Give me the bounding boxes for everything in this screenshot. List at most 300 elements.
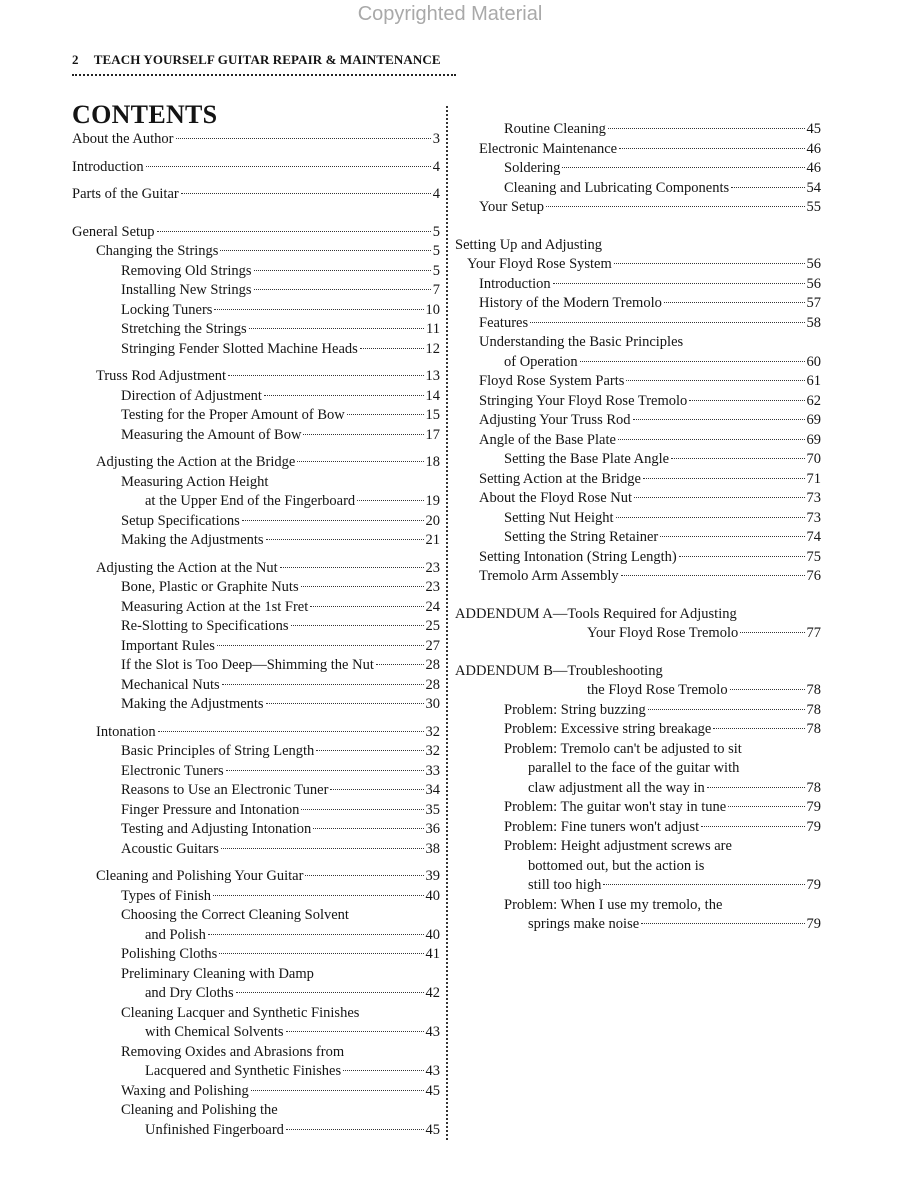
- toc-title: Unfinished Fingerboard: [145, 1121, 284, 1138]
- dot-leader: [546, 206, 804, 207]
- toc-title: Cleaning and Polishing the: [121, 1102, 278, 1118]
- dot-leader: [614, 263, 805, 264]
- toc-entry[interactable]: [72, 820, 440, 840]
- dot-leader: [249, 328, 424, 329]
- toc-page: 79: [806, 818, 821, 835]
- toc-entry[interactable]: [455, 392, 821, 412]
- toc-title: with Chemical Solvents: [145, 1024, 284, 1040]
- dot-leader: [730, 689, 805, 690]
- dot-leader: [303, 434, 423, 435]
- toc-title: Mechanical Nuts: [121, 676, 220, 693]
- dot-leader: [641, 923, 804, 924]
- toc-title: Electronic Maintenance: [479, 140, 618, 157]
- toc-entry[interactable]: [72, 656, 440, 676]
- dot-leader: [608, 128, 805, 129]
- toc-title: Problem: Tremolo can't be adjusted to sit: [504, 740, 742, 757]
- toc-entry[interactable]: [455, 294, 821, 314]
- toc-title: parallel to the face of the guitar with: [528, 760, 740, 776]
- dot-leader: [236, 992, 424, 993]
- toc-entry[interactable]: [455, 489, 821, 509]
- toc-entry[interactable]: [455, 915, 821, 935]
- dot-leader: [634, 497, 804, 498]
- toc-entry-line: [455, 837, 821, 857]
- toc-title: Problem: Excessive string breakage: [504, 721, 712, 737]
- toc-title: Finger Pressure and Intonation: [121, 801, 300, 818]
- toc-page: 69: [806, 412, 821, 428]
- toc-title: of Operation: [504, 353, 578, 370]
- dot-leader: [660, 536, 804, 537]
- toc-page: 25: [425, 618, 440, 634]
- toc-entry[interactable]: [72, 367, 440, 387]
- dot-leader: [146, 166, 431, 167]
- toc-entry[interactable]: [72, 387, 440, 407]
- toc-title: Types of Finish: [121, 887, 212, 904]
- toc-title: Problem: When I use my tremolo, the: [504, 896, 723, 913]
- toc-title: Removing Oxides and Abrasions from: [121, 1043, 345, 1060]
- toc-title: About the Floyd Rose Nut: [479, 490, 633, 506]
- toc-entry-line: [72, 1101, 440, 1121]
- dot-leader: [664, 302, 805, 303]
- toc-title: Choosing the Correct Cleaning Solvent: [121, 907, 349, 923]
- toc-title: the Floyd Rose Tremolo: [587, 682, 728, 698]
- toc-page: 5: [432, 243, 440, 259]
- toc-entry[interactable]: [72, 512, 440, 532]
- toc-title: Making the Adjustments: [121, 532, 264, 548]
- toc-page: 78: [806, 721, 821, 737]
- toc-entry-line: [72, 906, 440, 926]
- dot-leader: [264, 395, 424, 396]
- dot-leader: [343, 1070, 423, 1071]
- toc-page: 11: [426, 321, 440, 337]
- toc-entry[interactable]: [455, 353, 821, 373]
- toc-title: Preliminary Cleaning with Damp: [121, 965, 314, 982]
- toc-title: Stringing Fender Slotted Machine Heads: [121, 340, 358, 357]
- toc-page: 78: [806, 682, 821, 698]
- toc-entry[interactable]: [455, 372, 821, 392]
- toc-title: Testing for the Proper Amount of Bow: [121, 407, 345, 423]
- toc-page: 77: [806, 625, 821, 641]
- toc-entry[interactable]: [72, 281, 440, 301]
- toc-title: Tremolo Arm Assembly: [479, 568, 619, 584]
- dot-leader: [603, 884, 804, 885]
- dot-leader: [347, 414, 424, 415]
- toc-title: Setting the Base Plate Angle: [504, 451, 670, 467]
- toc-title: Problem: Fine tuners won't adjust: [504, 818, 700, 835]
- toc-entry[interactable]: [72, 676, 440, 696]
- toc-page: 46: [806, 140, 821, 157]
- dot-leader: [580, 361, 805, 362]
- toc-entry[interactable]: [72, 301, 440, 321]
- toc-entry[interactable]: [72, 617, 440, 637]
- toc-entry[interactable]: [72, 492, 440, 512]
- toc-entry[interactable]: [455, 681, 821, 701]
- toc-entry[interactable]: [72, 340, 440, 360]
- toc-entry-line: [72, 1043, 440, 1063]
- toc-title: Setting Intonation (String Length): [479, 548, 677, 565]
- toc-title: Adjusting the Action at the Nut: [96, 559, 278, 576]
- toc-title: Electronic Tuners: [121, 762, 224, 779]
- dot-leader: [553, 283, 805, 284]
- toc-page: 73: [806, 509, 821, 526]
- toc-entry[interactable]: [72, 598, 440, 618]
- dot-leader: [286, 1129, 424, 1130]
- toc-entry[interactable]: [72, 559, 440, 579]
- dot-leader: [330, 789, 423, 790]
- toc-page: 17: [425, 426, 440, 443]
- toc-entry[interactable]: [455, 314, 821, 334]
- toc-entry[interactable]: [455, 140, 821, 160]
- toc-left-column: [72, 100, 440, 1140]
- toc-entry[interactable]: [455, 798, 821, 818]
- toc-page: 28: [425, 657, 440, 673]
- toc-title: Setting Nut Height: [504, 509, 614, 526]
- dot-leader: [280, 567, 424, 568]
- dot-leader: [689, 400, 804, 401]
- toc-title: Setting Up and Adjusting: [455, 236, 603, 253]
- dot-leader: [530, 322, 804, 323]
- toc-entry[interactable]: [455, 720, 821, 740]
- toc-title: Cleaning and Polishing Your Guitar: [96, 868, 304, 884]
- toc-entry[interactable]: [455, 876, 821, 896]
- dot-leader: [214, 309, 423, 310]
- dot-leader: [648, 709, 805, 710]
- toc-page: 5: [432, 223, 440, 240]
- dot-leader: [291, 625, 424, 626]
- toc-page: 12: [425, 340, 440, 357]
- page-number: 2: [72, 52, 79, 67]
- dot-leader: [221, 848, 424, 849]
- toc-page: 74: [806, 529, 821, 545]
- toc-page: 7: [432, 282, 440, 298]
- dot-leader: [219, 953, 423, 954]
- toc-title: Problem: String buzzing: [504, 701, 646, 718]
- toc-entry[interactable]: [72, 262, 440, 282]
- toc-title: still too high: [528, 877, 602, 893]
- toc-page: 58: [806, 314, 821, 331]
- toc-entry[interactable]: [455, 450, 821, 470]
- dot-leader: [671, 458, 804, 459]
- dot-leader: [301, 809, 423, 810]
- toc-title: at the Upper End of the Fingerboard: [145, 493, 356, 509]
- toc-title: Setup Specifications: [121, 512, 240, 529]
- toc-entry[interactable]: [72, 320, 440, 340]
- toc-entry[interactable]: [455, 255, 821, 275]
- toc-entry[interactable]: [72, 984, 440, 1004]
- toc-page: 34: [425, 782, 440, 798]
- copyright-watermark: Copyrighted Material: [357, 3, 543, 25]
- dot-leader: [266, 703, 424, 704]
- toc-page: 24: [425, 598, 440, 615]
- dot-leader: [286, 1031, 424, 1032]
- toc-page: 32: [425, 723, 440, 740]
- toc-title: Acoustic Guitars: [121, 840, 219, 857]
- toc-page: 43: [425, 1024, 440, 1040]
- toc-title: Making the Adjustments: [121, 696, 264, 712]
- toc-title: About the Author: [72, 131, 174, 147]
- toc-page: 73: [806, 490, 821, 506]
- dot-leader: [357, 500, 423, 501]
- dot-leader: [616, 517, 805, 518]
- book-title: TEACH YOURSELF GUITAR REPAIR & MAINTENANCE: [93, 52, 441, 67]
- toc-entry[interactable]: [72, 1023, 440, 1043]
- toc-title: Lacquered and Synthetic Finishes: [145, 1063, 342, 1079]
- toc-page: 28: [425, 676, 440, 693]
- toc-page: 79: [806, 799, 821, 815]
- toc-title: Locking Tuners: [121, 301, 213, 318]
- toc-page: 20: [425, 512, 440, 529]
- toc-title: Re-Slotting to Specifications: [121, 618, 289, 634]
- dot-leader: [316, 750, 423, 751]
- toc-entry[interactable]: [72, 158, 440, 178]
- toc-entry[interactable]: [455, 701, 821, 721]
- toc-title: Bone, Plastic or Graphite Nuts: [121, 579, 299, 595]
- toc-title: Introduction: [72, 158, 144, 175]
- toc-title: Reasons to Use an Electronic Tuner: [121, 782, 329, 798]
- toc-entry[interactable]: [455, 548, 821, 568]
- toc-page: 36: [425, 821, 440, 837]
- toc-entry[interactable]: [72, 781, 440, 801]
- toc-page: 5: [432, 262, 440, 279]
- toc-entry[interactable]: [72, 695, 440, 715]
- toc-page: 15: [425, 407, 440, 423]
- toc-title: ADDENDUM A—Tools Required for Adjusting: [455, 605, 737, 622]
- toc-title: Understanding the Basic Principles: [479, 334, 684, 350]
- dot-leader: [679, 556, 805, 557]
- toc-page: 43: [425, 1063, 440, 1079]
- toc-title: Removing Old Strings: [121, 262, 252, 279]
- toc-page: 75: [806, 548, 821, 565]
- toc-entry-line: [455, 857, 821, 877]
- dot-leader: [313, 828, 423, 829]
- toc-entry[interactable]: [455, 275, 821, 295]
- dot-leader: [242, 520, 424, 521]
- dot-leader: [360, 348, 424, 349]
- toc-title: Angle of the Base Plate: [479, 431, 616, 448]
- toc-page: 10: [425, 301, 440, 318]
- dot-leader: [633, 419, 805, 420]
- toc-title: Features: [479, 314, 529, 331]
- toc-title: and Polish: [145, 926, 206, 943]
- toc-title: Stretching the Strings: [121, 321, 247, 337]
- toc-page: 23: [425, 559, 440, 576]
- toc-entry-line: [455, 662, 821, 682]
- toc-title: Your Floyd Rose System: [467, 256, 612, 272]
- toc-page: 39: [425, 868, 440, 884]
- toc-entry[interactable]: [72, 1121, 440, 1141]
- toc-entry[interactable]: [72, 867, 440, 887]
- toc-page: 78: [806, 779, 821, 796]
- dot-leader: [301, 586, 424, 587]
- toc-page: 76: [806, 568, 821, 584]
- toc-entry[interactable]: [72, 926, 440, 946]
- toc-title: Truss Rod Adjustment: [96, 368, 226, 384]
- toc-page: 46: [806, 160, 821, 176]
- toc-entry[interactable]: [72, 453, 440, 473]
- toc-page: 30: [425, 696, 440, 712]
- toc-page: 45: [425, 1082, 440, 1099]
- toc-entry-line: [72, 1004, 440, 1024]
- toc-page: 23: [425, 579, 440, 595]
- toc-entry[interactable]: [455, 120, 821, 140]
- dot-leader: [217, 645, 424, 646]
- toc-entry[interactable]: [72, 945, 440, 965]
- toc-entry[interactable]: [455, 818, 821, 838]
- toc-entry[interactable]: [72, 531, 440, 551]
- toc-entry[interactable]: [455, 411, 821, 431]
- toc-title: Adjusting Your Truss Rod: [479, 412, 631, 428]
- column-divider: [446, 106, 448, 1140]
- dot-leader: [701, 826, 804, 827]
- toc-entry[interactable]: [72, 723, 440, 743]
- toc-entry[interactable]: [72, 242, 440, 262]
- dot-leader: [157, 231, 431, 232]
- toc-page: 56: [806, 275, 821, 292]
- toc-page: 33: [425, 762, 440, 779]
- toc-entry[interactable]: [455, 431, 821, 451]
- toc-entry[interactable]: [455, 624, 821, 644]
- toc-entry[interactable]: [72, 742, 440, 762]
- toc-title: ADDENDUM B—Troubleshooting: [455, 662, 663, 679]
- dot-leader: [213, 895, 423, 896]
- toc-title: Waxing and Polishing: [121, 1082, 249, 1099]
- dot-leader: [643, 478, 805, 479]
- toc-entry[interactable]: [72, 887, 440, 907]
- dot-leader: [158, 731, 424, 732]
- toc-page: 40: [425, 926, 440, 943]
- dot-leader: [562, 167, 804, 168]
- toc-entry[interactable]: [455, 179, 821, 199]
- toc-entry[interactable]: [455, 159, 821, 179]
- dot-leader: [707, 787, 805, 788]
- running-head: [72, 52, 456, 76]
- dot-leader: [376, 664, 424, 665]
- toc-page: 27: [425, 637, 440, 654]
- toc-entry-line: [455, 896, 821, 916]
- toc-title: Direction of Adjustment: [121, 387, 262, 404]
- toc-title: Intonation: [96, 723, 156, 740]
- toc-entry[interactable]: [72, 578, 440, 598]
- toc-title: Stringing Your Floyd Rose Tremolo: [479, 392, 688, 409]
- toc-title: Routine Cleaning: [504, 121, 606, 137]
- dot-leader: [621, 575, 805, 576]
- toc-page: 60: [806, 353, 821, 370]
- toc-entry-line: [72, 965, 440, 985]
- toc-entry[interactable]: [72, 426, 440, 446]
- toc-page: 57: [806, 295, 821, 311]
- toc-page: 79: [806, 877, 821, 893]
- dot-leader: [251, 1090, 424, 1091]
- dot-leader: [619, 148, 804, 149]
- toc-entry[interactable]: [72, 762, 440, 782]
- toc-page: 38: [425, 840, 440, 857]
- toc-entry[interactable]: [72, 185, 440, 205]
- toc-page: 40: [425, 887, 440, 904]
- toc-title: Basic Principles of String Length: [121, 743, 315, 759]
- toc-entry[interactable]: [455, 528, 821, 548]
- toc-page: 35: [425, 801, 440, 818]
- toc-entry-line: [72, 473, 440, 493]
- toc-title: Floyd Rose System Parts: [479, 373, 625, 389]
- toc-entry[interactable]: [72, 637, 440, 657]
- toc-title: Problem: Height adjustment screws are: [504, 838, 732, 854]
- dot-leader: [713, 728, 804, 729]
- toc-page: 61: [806, 373, 821, 389]
- dot-leader: [305, 875, 423, 876]
- toc-title: bottomed out, but the action is: [528, 857, 705, 874]
- toc-page: 54: [806, 179, 821, 196]
- toc-page: 13: [425, 368, 440, 384]
- toc-title: Parts of the Guitar: [72, 186, 179, 202]
- toc-right-column: [455, 120, 821, 935]
- toc-title: Polishing Cloths: [121, 946, 218, 962]
- dot-leader: [266, 539, 424, 540]
- toc-title: Setting the String Retainer: [504, 529, 659, 545]
- dot-leader: [222, 684, 424, 685]
- toc-page: 45: [806, 121, 821, 137]
- toc-title: If the Slot is Too Deep—Shimming the Nut: [121, 657, 374, 673]
- contents-title: CONTENTS: [72, 100, 218, 129]
- toc-entry-line: [455, 333, 821, 353]
- toc-entry[interactable]: [72, 223, 440, 243]
- toc-page: 32: [425, 743, 440, 759]
- dot-leader: [626, 380, 804, 381]
- toc-page: 42: [425, 985, 440, 1001]
- toc-page: 41: [425, 946, 440, 962]
- toc-entry[interactable]: [455, 509, 821, 529]
- toc-title: Important Rules: [121, 637, 215, 654]
- toc-title: Measuring Action at the 1st Fret: [121, 598, 309, 615]
- toc-entry[interactable]: [72, 840, 440, 860]
- dot-leader: [618, 439, 805, 440]
- toc-page: 45: [425, 1121, 440, 1138]
- toc-entry[interactable]: [455, 198, 821, 218]
- dot-leader: [731, 187, 804, 188]
- toc-title: General Setup: [72, 223, 155, 240]
- toc-title: History of the Modern Tremolo: [479, 295, 662, 311]
- toc-entry-line: [455, 236, 821, 256]
- dot-leader: [254, 289, 431, 290]
- toc-title: Measuring the Amount of Bow: [121, 426, 302, 443]
- toc-title: Problem: The guitar won't stay in tune: [504, 799, 727, 815]
- toc-entry[interactable]: [72, 1082, 440, 1102]
- toc-page: 69: [806, 431, 821, 448]
- toc-page: 14: [425, 387, 440, 404]
- toc-page: 70: [806, 451, 821, 467]
- toc-entry-line: [455, 759, 821, 779]
- toc-entry[interactable]: [72, 1062, 440, 1082]
- toc-page: 21: [425, 532, 440, 548]
- toc-title: Cleaning Lacquer and Synthetic Finishes: [121, 1004, 360, 1021]
- toc-page: 3: [432, 131, 440, 147]
- toc-title: Testing and Adjusting Intonation: [121, 821, 312, 837]
- toc-page: 19: [425, 493, 440, 509]
- toc-entry[interactable]: [455, 567, 821, 587]
- dot-leader: [254, 270, 431, 271]
- toc-page: 4: [432, 158, 440, 175]
- toc-title: Adjusting the Action at the Bridge: [96, 454, 296, 470]
- toc-entry[interactable]: [72, 130, 440, 150]
- toc-title: Introduction: [479, 275, 551, 292]
- dot-leader: [728, 806, 804, 807]
- toc-title: and Dry Cloths: [145, 985, 234, 1001]
- toc-title: Changing the Strings: [96, 243, 219, 259]
- toc-entry[interactable]: [72, 406, 440, 426]
- toc-entry[interactable]: [455, 470, 821, 490]
- toc-title: springs make noise: [528, 916, 640, 932]
- toc-entry[interactable]: [455, 779, 821, 799]
- toc-entry[interactable]: [72, 801, 440, 821]
- dot-leader: [181, 193, 431, 194]
